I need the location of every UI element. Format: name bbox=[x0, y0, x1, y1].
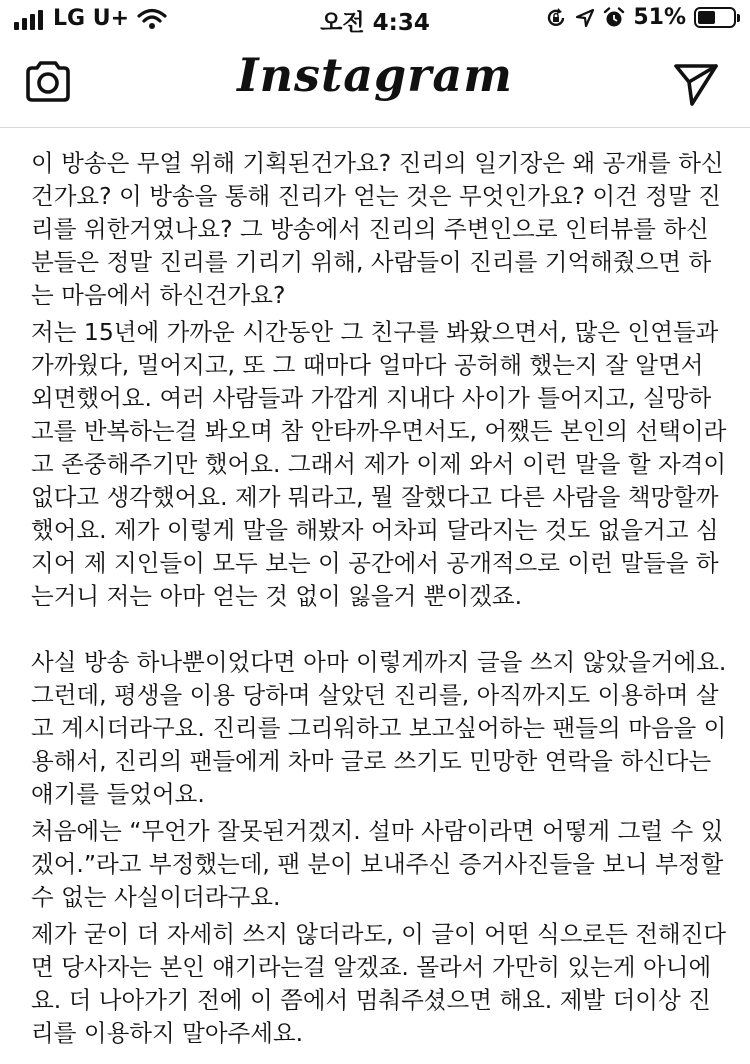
post-paragraph-5: 제가 굳이 더 자세히 쓰지 않더라도, 이 글이 어떤 식으로든 전해진다면 당사자는 본인 얘기라는걸 알겠죠. 몰라서 가만히 있는게 아니에요. 더 나아가기 전에 이 쯤에서 멈춰주셨으면 해요. 제발 더이상 진리를 이용하지 말아주세요. bbox=[31, 920, 727, 1047]
status-right bbox=[545, 5, 736, 30]
send-icon[interactable] bbox=[672, 60, 720, 108]
battery-percent: 51% bbox=[633, 5, 686, 30]
alarm-icon bbox=[603, 7, 625, 29]
status-time: 오전 4:34 bbox=[320, 10, 430, 36]
status-bar bbox=[0, 0, 750, 40]
post-paragraph-1: 이 방송은 무얼 위해 기획된건가요? 진리의 일기장은 왜 공개를 하신건가요? 이 방송을 통해 진리가 얻는 것은 무엇인가요? 이건 정말 진리를 위한거였나요? 그 방송에서 진리의 주변인으로 인터뷰를 하신 분들은 정말 진리를 기리기 위해, 사람들이 진리를 기억해줬으면 하는 마음에서 하신건가요? bbox=[31, 149, 724, 309]
post-paragraph-3: 사실 방송 하나뿐이었다면 아마 이렇게까지 글을 쓰지 않았을거에요. 그런데, 평생을 이용 당하며 살았던 진리를, 아직까지도 이용하며 살고 계시더라구요. 진리를 그리워하고 보고싶어하는 팬들의 마음을 이용해서, 진리의 팬들에게 차마 글로 쓰기도 민망한 연락을 하신다는 얘기를 들었어요. bbox=[31, 648, 727, 808]
battery-level-fill bbox=[698, 11, 715, 24]
post-text bbox=[31, 147, 731, 1054]
instagram-header bbox=[0, 40, 750, 128]
battery-icon bbox=[694, 7, 736, 28]
location-icon bbox=[575, 8, 595, 28]
post-paragraph-4: 처음에는 “무언가 잘못된거겠지. 설마 사람이라면 어떻게 그럴 수 있겠어.”라고 부정했는데, 팬 분이 보내주신 증거사진들을 보니 부정할 수 없는 사실이더라구요. bbox=[31, 817, 724, 911]
carrier-label: LG U+ bbox=[53, 6, 130, 31]
instagram-logo[interactable]: Instagram bbox=[237, 48, 513, 102]
screen-lock-icon bbox=[545, 7, 567, 29]
post-paragraph-2: 저는 15년에 가까운 시간동안 그 친구를 봐왔으면서, 많은 인연들과 가까웠다, 멀어지고, 또 그 때마다 얼마다 공허해 했는지 잘 알면서 외면했어요. 여러 사람들과 가깝게 지내다 사이가 틀어지고, 실망하고를 반복하는걸 봐오며 참 안타까우면서도, 어쨌든 본인의 선택이라고 존중해주기만 했어요. 그래서 제가 이제 와서 이런 말을 할 자격이 없다고 생각했어요. 제가 뭐라고, 뭘 잘했다고 다른 사람을 책망할까 했어요. 제가 이렇게 말을 해봤자 어차피 달라지는 것도 없을거고 심지어 제 지인들이 모두 보는 이 공간에서 공개적으로 이런 말들을 하는거니 저는 아마 얻는 것 없이 잃을거 뿐이겠죠. bbox=[31, 318, 727, 610]
